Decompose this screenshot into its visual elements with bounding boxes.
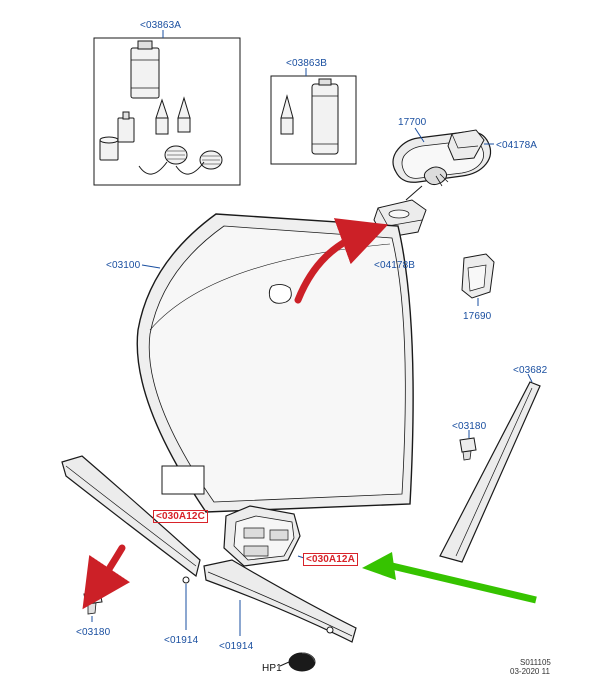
footer-date: 03-2020 11 [510,667,550,676]
label-04178B: <04178B [374,260,416,271]
adhesive-kit-box-03863A [94,30,240,185]
label-hp1: HP1 [262,663,282,674]
assembly-arrow-clip [98,548,122,586]
label-03180-right: <03180 [452,421,487,432]
label-03100: <03100 [106,260,141,271]
label-03863A: <03863A [140,20,182,31]
label-04178A: <04178A [496,140,538,151]
plug-hp1 [280,653,315,671]
label-03180-left: <03180 [76,627,111,638]
adhesive-kit-box-03863B [271,68,356,164]
label-030A12C: <030A12C [153,510,208,523]
windscreen-mount-assembly-030A12A [224,506,304,566]
highlight-arrow-green [362,552,536,600]
mirror-mounting-bracket-17690 [462,254,494,306]
label-03863B: <03863B [286,58,328,69]
footer-code: S011105 [520,658,551,667]
a-pillar-moulding-03682 [440,374,540,562]
label-030A12A: <030A12A [303,553,358,566]
cowl-panel-lower-strip [204,560,356,642]
moulding-clip-03180-right [460,430,476,460]
label-17690: 17690 [463,311,492,322]
label-03682: <03682 [513,365,548,376]
label-01914-right: <01914 [219,641,254,652]
label-17700: 17700 [398,117,427,128]
label-01914-left: <01914 [164,635,199,646]
moulding-clip-03180-left [84,592,102,622]
